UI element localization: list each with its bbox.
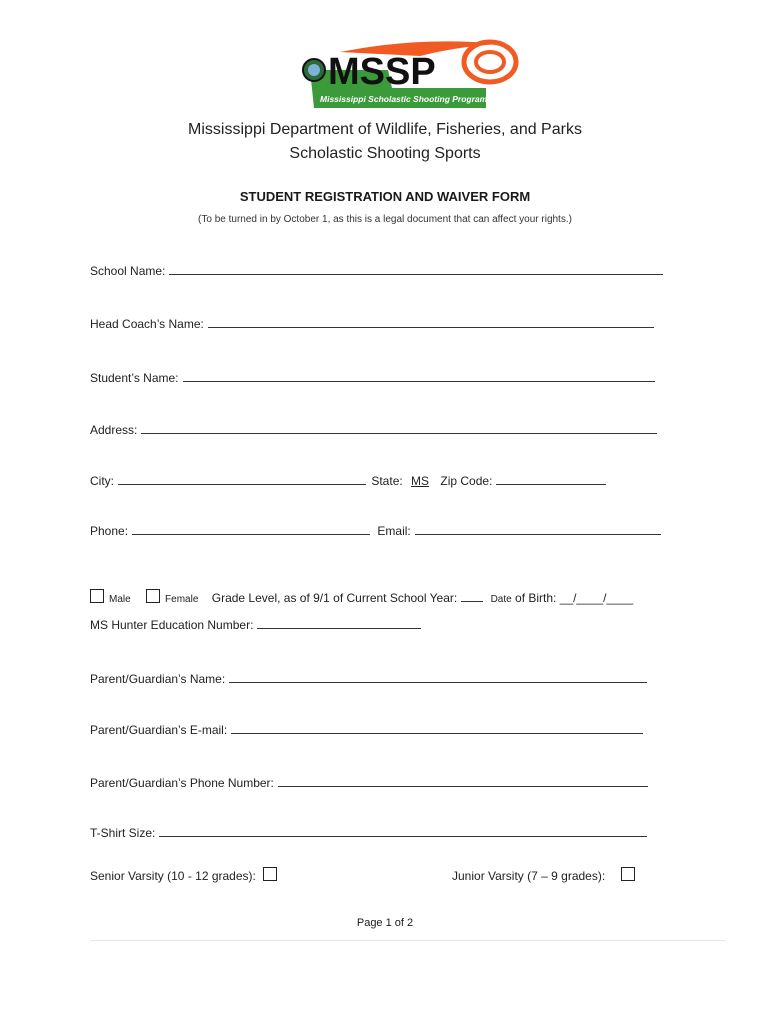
mssp-logo-graphic	[300, 38, 522, 110]
grade-field[interactable]	[461, 591, 483, 602]
junior-varsity-checkbox[interactable]	[621, 867, 635, 881]
phone-field[interactable]	[132, 524, 370, 535]
date-label-small: Date	[490, 594, 512, 605]
address-row	[90, 423, 657, 437]
state-label: State:	[371, 474, 403, 488]
form-note: (To be turned in by October 1, as this is a legal document that can affect your rights.)	[198, 214, 572, 225]
school-name-label: School Name:	[90, 264, 166, 278]
senior-varsity-checkbox[interactable]	[263, 867, 277, 881]
hunter-ed-label: MS Hunter Education Number:	[90, 618, 254, 632]
tshirt-row	[90, 826, 647, 840]
parent-phone-row	[90, 776, 648, 790]
junior-varsity-label: Junior Varsity (7 – 9 grades):	[452, 869, 606, 883]
email-label: Email:	[377, 524, 411, 538]
page-number: Page 1 of 2	[356, 917, 414, 929]
female-label: Female	[165, 594, 199, 605]
logo-wordmark: MSSP	[328, 51, 436, 93]
head-coach-label: Head Coach’s Name:	[90, 317, 204, 331]
gender-grade-row	[90, 589, 633, 605]
senior-varsity-label: Senior Varsity (10 - 12 grades):	[90, 869, 256, 883]
junior-varsity-row	[452, 867, 640, 883]
birth-label: of Birth:	[515, 591, 557, 605]
form-title: STUDENT REGISTRATION AND WAIVER FORM	[239, 189, 531, 204]
agency-title: Mississippi Department of Wildlife, Fisheries, and Parks	[188, 121, 582, 138]
student-name-field[interactable]	[183, 371, 655, 382]
hunter-ed-field[interactable]	[257, 618, 421, 629]
tshirt-label: T-Shirt Size:	[90, 826, 156, 840]
school-name-row	[90, 264, 663, 278]
female-checkbox[interactable]	[146, 589, 160, 603]
grade-label: Grade Level, as of 9/1 of Current School Year:	[211, 591, 458, 605]
parent-name-field[interactable]	[229, 672, 647, 683]
parent-name-row	[90, 672, 647, 686]
student-name-row	[90, 371, 655, 385]
parent-email-label: Parent/Guardian’s E-mail:	[90, 723, 228, 737]
logo-subtitle: Mississippi Scholastic Shooting Program	[320, 94, 488, 104]
senior-varsity-row	[90, 867, 282, 883]
phone-row	[90, 524, 661, 538]
tshirt-field[interactable]	[159, 826, 647, 837]
address-field[interactable]	[141, 423, 657, 434]
parent-phone-label: Parent/Guardian’s Phone Number:	[90, 776, 274, 790]
parent-email-field[interactable]	[231, 723, 643, 734]
program-title: Scholastic Shooting Sports	[289, 145, 481, 162]
birth-field[interactable]: __/____/____	[559, 591, 634, 605]
parent-phone-field[interactable]	[278, 776, 648, 787]
male-label: Male	[109, 594, 131, 605]
head-coach-field[interactable]	[208, 317, 654, 328]
city-label: City:	[90, 474, 114, 488]
head-coach-row	[90, 317, 654, 331]
parent-email-row	[90, 723, 643, 737]
student-name-label: Student’s Name:	[90, 371, 179, 385]
mssp-logo	[300, 38, 522, 110]
state-value[interactable]: MS	[411, 474, 430, 488]
male-checkbox[interactable]	[90, 589, 104, 603]
zip-field[interactable]	[496, 474, 606, 485]
address-label: Address:	[90, 423, 138, 437]
hunter-ed-row	[90, 618, 421, 632]
phone-label: Phone:	[90, 524, 129, 538]
school-name-field[interactable]	[169, 264, 663, 275]
city-row	[90, 474, 606, 488]
parent-name-label: Parent/Guardian’s Name:	[90, 672, 226, 686]
footer-divider	[90, 940, 726, 941]
zip-label: Zip Code:	[440, 474, 493, 488]
email-field[interactable]	[415, 524, 661, 535]
city-field[interactable]	[118, 474, 366, 485]
